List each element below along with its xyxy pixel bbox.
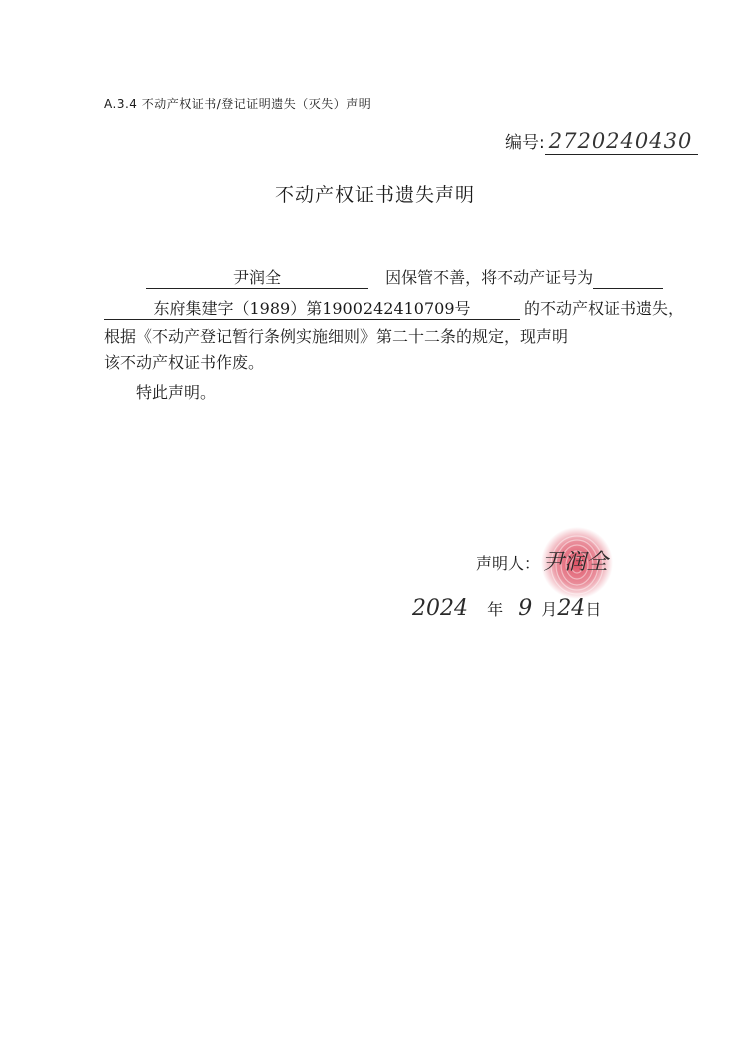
document-title: 不动产权证书遗失声明 xyxy=(274,184,475,206)
section-label: A.3.4 不动产权证书/登记证明遗失（灭失）声明 xyxy=(104,97,372,111)
signer-label: 声明人： xyxy=(476,554,541,573)
handwritten-signature: 尹润全 xyxy=(542,550,609,575)
closing-text: 特此声明。 xyxy=(136,383,217,402)
owner-name-field: 尹润全 xyxy=(146,268,368,289)
signature-block xyxy=(476,545,608,576)
date-month: 9 xyxy=(518,596,533,621)
date-year: 2024 xyxy=(412,596,468,621)
date-day: 24 xyxy=(557,596,586,621)
serial-number xyxy=(505,128,698,155)
statement-line-2 xyxy=(104,296,684,320)
signature-date xyxy=(412,596,601,621)
statement-line-4: 该不动产权证书作废。 xyxy=(104,353,265,372)
serial-value: 2720240430 xyxy=(545,129,699,155)
day-label: 日 xyxy=(585,600,602,619)
statement-line-1 xyxy=(104,265,663,289)
month-label: 月 xyxy=(541,600,558,619)
statement-line-3: 根据《不动产登记暂行条例实施细则》第二十二条的规定，现声明 xyxy=(104,327,569,346)
blank-field xyxy=(593,268,663,289)
statement-line-2-text: 的不动产权证书遗失， xyxy=(524,299,685,318)
year-label: 年 xyxy=(487,600,504,619)
serial-label: 编号: xyxy=(505,133,545,153)
certificate-number-field: 东府集建字（1989）第1900242410709号 xyxy=(104,299,520,320)
statement-line-1-text: 因保管不善，将不动产证号为 xyxy=(385,268,594,287)
